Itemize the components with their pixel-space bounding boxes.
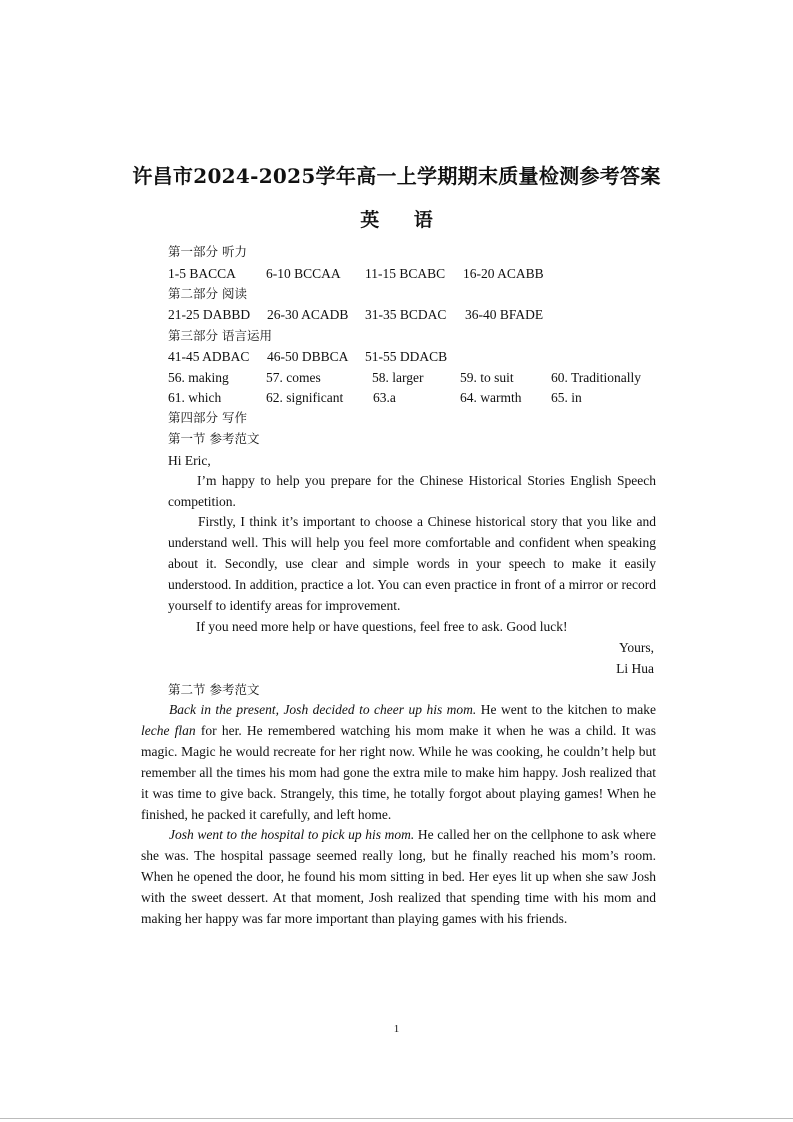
story-italic-phrase: Josh went to the hospital to pick up his mom. bbox=[169, 827, 415, 842]
answer-group: 6-10 BCCAA bbox=[266, 266, 341, 281]
story-text: He went to the kitchen to make bbox=[476, 702, 657, 717]
story-text: for her. He remembered watching his mom make it when he was a child. It was magic. Magic he would recreate for her right now. While he was cooking, he couldn’t help but remember all the times his mom had gone the extra mile to make him happy. Josh realized that it was time to give back. Strangely, this time, he totally forgot about playing games! When he finished, he packed it carefully, and left home. bbox=[141, 722, 656, 822]
answer-group: 31-35 BCDAC bbox=[365, 307, 447, 322]
part2-heading: 第二部分 阅读 bbox=[168, 286, 247, 301]
fill-answer: 58. larger bbox=[372, 370, 424, 385]
story-italic-phrase: leche flan bbox=[141, 722, 196, 738]
fill-answer: 64. warmth bbox=[460, 390, 522, 405]
answer-group: 51-55 DDACB bbox=[365, 349, 448, 364]
letter-closing: Yours, bbox=[618, 640, 654, 655]
part3-heading: 第三部分 语言运用 bbox=[168, 328, 272, 343]
answer-group: 21-25 DABBD bbox=[168, 307, 251, 322]
answer-group: 46-50 DBBCA bbox=[267, 349, 349, 364]
story-paragraph bbox=[141, 825, 656, 930]
bottom-divider bbox=[0, 1118, 793, 1119]
story-italic-phrase: Back in the present, Josh decided to cheer up his mom. bbox=[169, 702, 477, 717]
part1-heading: 第一部分 听力 bbox=[168, 244, 247, 259]
fill-answer: 60. Traditionally bbox=[551, 370, 642, 385]
letter-paragraph: I’m happy to help you prepare for the Chinese Historical Stories English Speech competition. bbox=[168, 473, 656, 509]
fill-answer: 62. significant bbox=[266, 390, 344, 405]
letter-paragraph: If you need more help or have questions, feel free to ask. Good luck! bbox=[196, 619, 568, 634]
section1-heading: 第一节 参考范文 bbox=[168, 431, 260, 446]
fill-answer: 57. comes bbox=[266, 370, 321, 385]
page-number: 1 bbox=[393, 1023, 400, 1035]
fill-answer: 61. which bbox=[168, 390, 222, 405]
answer-group: 36-40 BFADE bbox=[465, 307, 544, 322]
answer-group: 16-20 ACABB bbox=[463, 266, 544, 281]
letter-greeting: Hi Eric, bbox=[168, 453, 211, 468]
letter-paragraph: Firstly, I think it’s important to choose a Chinese historical story that you like and understand well. This will help you feel more comfortable and confident when speaking about it. Secondly, use clear and simple words in your speech to make it easily understood. In addition, practice a lot. You can even practice in front of a mirror or record yourself to identify areas for improvement. bbox=[168, 514, 656, 613]
page-title: 许昌市2024-2025学年高一上学期期末质量检测参考答案 bbox=[132, 164, 661, 188]
story-paragraph bbox=[141, 700, 656, 825]
fill-answer: 65. in bbox=[551, 390, 582, 405]
answer-group: 11-15 BCABC bbox=[365, 266, 446, 281]
fill-answer: 56. making bbox=[168, 370, 229, 385]
letter-signature: Li Hua bbox=[616, 661, 654, 676]
answer-group: 1-5 BACCA bbox=[168, 266, 236, 281]
part4-heading: 第四部分 写作 bbox=[168, 410, 247, 425]
answer-group: 41-45 ADBAC bbox=[168, 349, 250, 364]
subject-heading: 英 语 bbox=[360, 209, 433, 231]
fill-answer: 63.a bbox=[373, 390, 396, 405]
answer-group: 26-30 ACADB bbox=[267, 307, 349, 322]
story-text: He called her on the cellphone to ask where she was. The hospital passage seemed really long, but he finally reached his mom’s room. When he opened the door, he found his mom sitting in bed. Her eyes lit up when she saw Josh with the sweet dessert. At that moment, Josh realized that spending time with his mom and making her happy was far more important than playing games with his friends. bbox=[141, 827, 657, 926]
section2-heading: 第二节 参考范文 bbox=[168, 682, 260, 697]
fill-answer: 59. to suit bbox=[460, 370, 514, 385]
